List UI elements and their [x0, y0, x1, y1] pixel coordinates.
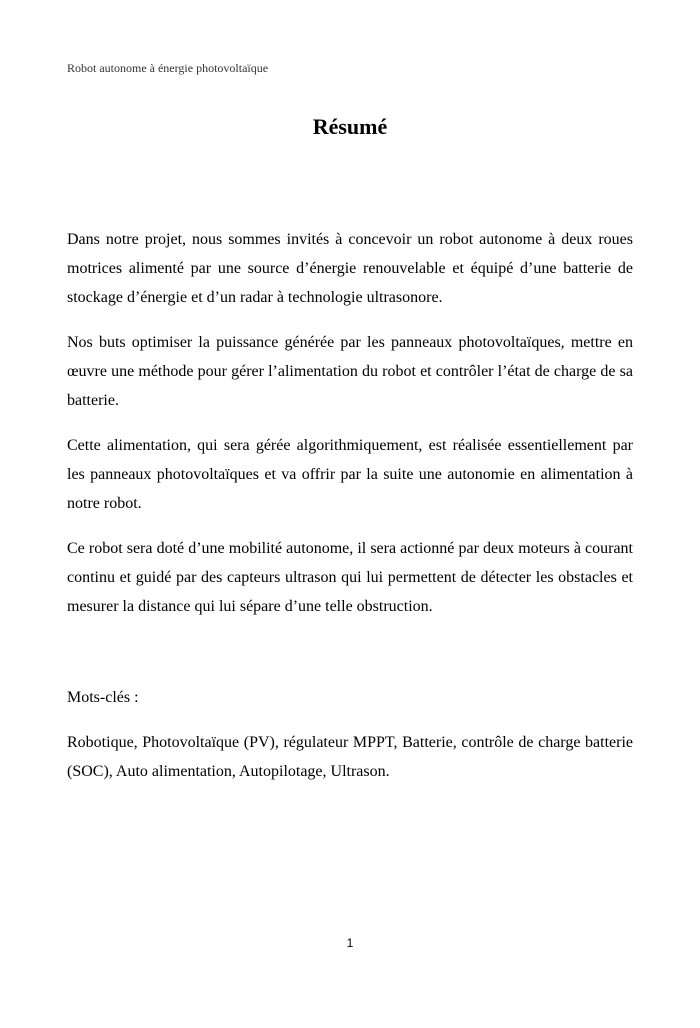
keywords-list: Robotique, Photovoltaïque (PV), régulateur MPPT, Batterie, contrôle de charge batterie (SOC), Auto alimentation, Autopilotage, Ultrason.	[67, 734, 633, 780]
page-title: Résumé	[312, 114, 388, 139]
paragraph-2: Nos buts optimiser la puissance générée par les panneaux photovoltaïques, mettre en œuvre une méthode pour gérer l’alimentation du robot et contrôler l’état de charge de sa batterie.	[67, 334, 633, 409]
page-number: 1	[346, 936, 354, 950]
paragraph-1: Dans notre projet, nous sommes invités à concevoir un robot autonome à deux roues motrices alimenté par une source d’énergie renouvelable et équipé d’une batterie de stockage d’énergie et d’un radar à technologie ultrasonore.	[67, 231, 633, 306]
abstract-body	[67, 225, 633, 786]
running-header: Robot autonome à énergie photovoltaïque	[67, 61, 269, 75]
paragraph-4: Ce robot sera doté d’une mobilité autonome, il sera actionné par deux moteurs à courant continu et guidé par des capteurs ultrason qui lui permettent de détecter les obstacles et mesurer la distance qui lui sépare d’une telle obstruction.	[67, 540, 633, 615]
keywords-label: Mots-clés :	[67, 689, 139, 706]
paragraph-3: Cette alimentation, qui sera gérée algorithmiquement, est réalisée essentiellement par les panneaux photovoltaïques et va offrir par la suite une autonomie en alimentation à notre robot.	[67, 437, 633, 512]
